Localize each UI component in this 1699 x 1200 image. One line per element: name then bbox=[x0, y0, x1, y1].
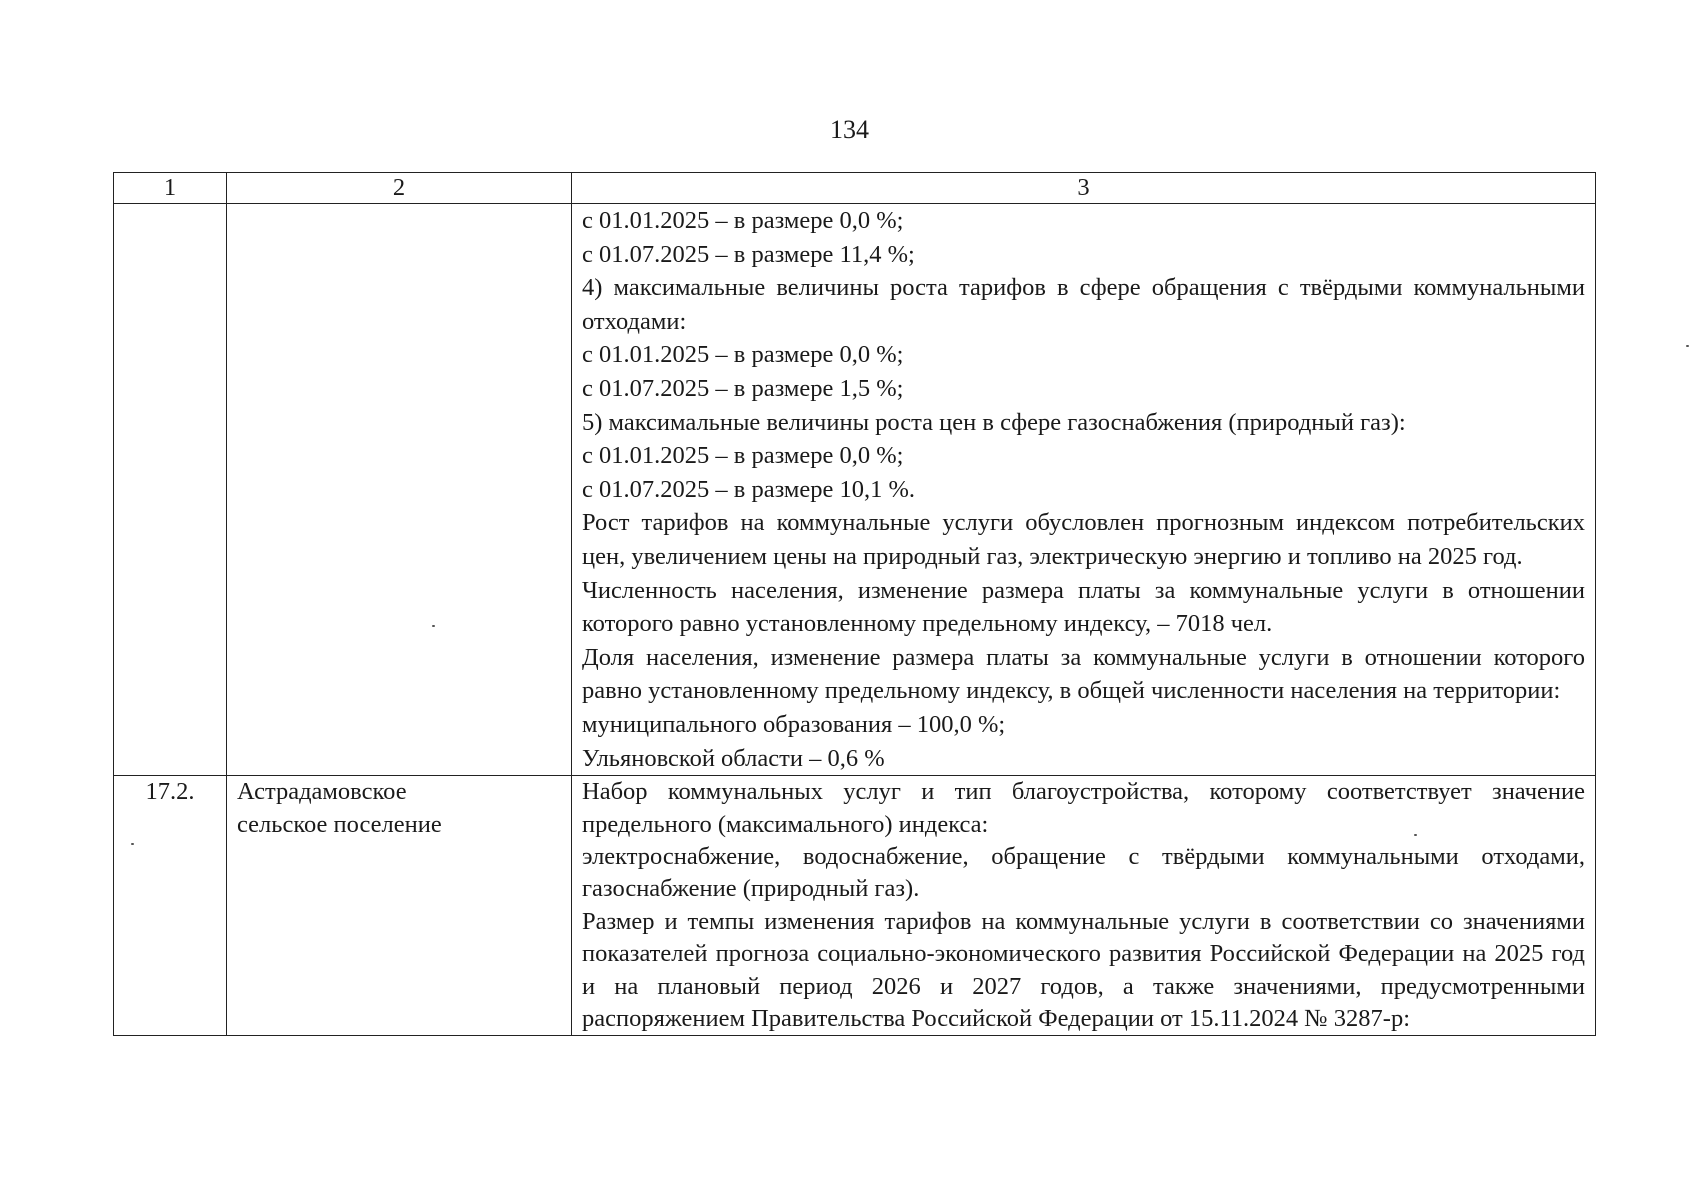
page-number: 134 bbox=[830, 115, 869, 144]
municipality-cell bbox=[227, 204, 572, 776]
text-line: с 01.07.2025 – в размере 11,4 %; bbox=[582, 240, 915, 268]
text-paragraph: Доля населения, изменение размера платы за коммунальные услуги в отношении которого равно установленному предельному индексу, в общей численности населения на территории: bbox=[582, 643, 1585, 705]
table-row-continued bbox=[114, 204, 1596, 776]
text-line: с 01.01.2025 – в размере 0,0 %; bbox=[582, 207, 904, 234]
text-line: Ульяновской области – 0,6 % bbox=[582, 744, 885, 772]
header-col-3: 3 bbox=[572, 173, 1596, 204]
text-paragraph: электроснабжение, водоснабжение, обращение с твёрдыми коммунальными отходами, газоснабжение (природный газ). bbox=[582, 842, 1585, 903]
table-row-17-2 bbox=[114, 776, 1596, 1036]
text-paragraph: 4) максимальные величины роста тарифов в сфере обращения с твёрдыми коммунальными отходами: bbox=[582, 274, 1585, 335]
text-paragraph: Размер и темпы изменения тарифов на коммунальные услуги в соответствии со значениями показателей прогноза социально-экономического развития Российской Федерации на 2025 год и на плановый период 2026 и 2027 годов, а также значениями, предусмотренными распоряжением Правительства Российской Федерации от 15.11.2024 № 3287-р: bbox=[582, 907, 1585, 1032]
header-col-1: 1 bbox=[114, 173, 227, 204]
description-cell bbox=[572, 204, 1596, 776]
scan-speck bbox=[131, 843, 134, 845]
municipality-name-line: Астрадамовское bbox=[237, 778, 407, 806]
text-line: с 01.07.2025 – в размере 1,5 %; bbox=[582, 374, 904, 402]
text-line: 5) максимальные величины роста цен в сфере газоснабжения (природный газ): bbox=[582, 408, 1406, 436]
row-number-cell: 17.2. bbox=[114, 776, 227, 1036]
scan-speck bbox=[1414, 834, 1417, 836]
scan-speck bbox=[1686, 345, 1689, 347]
text-paragraph: Набор коммунальных услуг и тип благоустройства, которому соответствует значение предельного (максимального) индекса: bbox=[582, 778, 1585, 838]
description-cell bbox=[572, 776, 1596, 1036]
header-col-2: 2 bbox=[227, 173, 572, 204]
text-line: с 01.01.2025 – в размере 0,0 %; bbox=[582, 442, 904, 470]
municipality-name-line: сельское поселение bbox=[237, 810, 442, 838]
text-paragraph: Численность населения, изменение размера платы за коммунальные услуги в отношении которого равно установленному предельному индексу, – 7018 чел. bbox=[582, 576, 1585, 638]
text-paragraph: Рост тарифов на коммунальные услуги обусловлен прогнозным индексом потребительских цен, увеличением цены на природный газ, электрическую энергию и топливо на 2025 год. bbox=[582, 509, 1585, 570]
text-line: муниципального образования – 100,0 %; bbox=[582, 710, 1006, 738]
tariff-table bbox=[113, 172, 1596, 1036]
municipality-cell bbox=[227, 776, 572, 1036]
scan-speck bbox=[432, 625, 435, 627]
row-number-cell bbox=[114, 204, 227, 776]
text-line: с 01.07.2025 – в размере 10,1 %. bbox=[582, 475, 916, 503]
table-header-row bbox=[114, 173, 1596, 204]
text-line: с 01.01.2025 – в размере 0,0 %; bbox=[582, 341, 904, 369]
